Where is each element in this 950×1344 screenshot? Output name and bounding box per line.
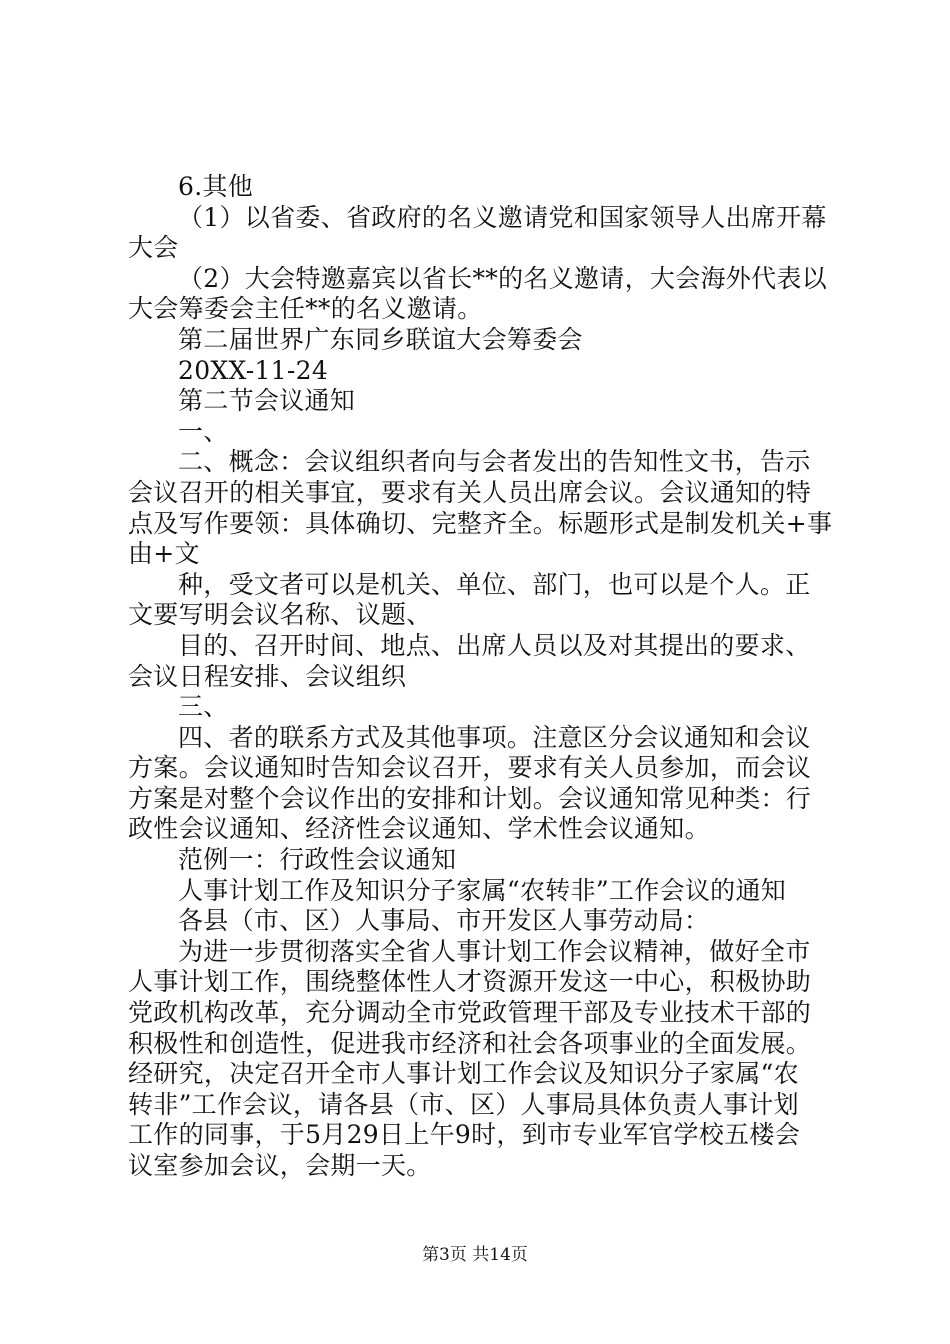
paragraph-line: 工作的同事，于5月29日上午9时，到市专业军官学校五楼会 xyxy=(128,1120,801,1150)
signature-organization: 第二届世界广东同乡联谊大会筹委会 xyxy=(178,324,583,354)
paragraph-line: 四、者的联系方式及其他事项。注意区分会议通知和会议 xyxy=(178,722,811,752)
signature-date: 20XX-11-24 xyxy=(178,355,329,385)
notice-title: 人事计划工作及知识分子家属“农转非”工作会议的通知 xyxy=(178,875,787,905)
paragraph-line: 政性会议通知、经济性会议通知、学术性会议通知。 xyxy=(128,814,710,844)
paragraph-line: 转非”工作会议，请各县（市、区）人事局具体负责人事计划 xyxy=(128,1089,799,1119)
document-body xyxy=(128,172,833,1182)
paragraph-line: 积极性和创造性，促进我市经济和社会各项事业的全面发展。 xyxy=(128,1028,812,1058)
page-number-footer: 第3页 共14页 xyxy=(422,1245,528,1265)
list-marker: 一、 xyxy=(178,416,229,446)
paragraph-line: 种，受文者可以是机关、单位、部门，也可以是个人。正 xyxy=(178,569,811,599)
paragraph-line: 会议日程安排、会议组织 xyxy=(128,661,407,691)
notice-recipients: 各县（市、区）人事局、市开发区人事劳动局： xyxy=(178,906,710,936)
paragraph-line: 目的、召开时间、地点、出席人员以及对其提出的要求、 xyxy=(178,630,811,660)
paragraph-line: 方案是对整个会议作出的安排和计划。会议通知常见种类：行 xyxy=(128,783,812,813)
paragraph-line: 点及写作要领：具体确切、完整齐全。标题形式是制发机关+事 xyxy=(128,508,833,538)
paragraph-line: 由+文 xyxy=(128,539,200,569)
paragraph-line: 为进一步贯彻落实全省人事计划工作会议精神，做好全市 xyxy=(178,936,811,966)
paragraph-line: 大会 xyxy=(128,233,179,263)
paragraph-line: 经研究，决定召开全市人事计划工作会议及知识分子家属“农 xyxy=(128,1059,799,1089)
paragraph-line: （2）大会特邀嘉宾以省长**的名义邀请，大会海外代表以 xyxy=(178,263,828,293)
paragraph-line: （1）以省委、省政府的名义邀请党和国家领导人出席开幕 xyxy=(178,202,827,232)
paragraph-line: 二、概念：会议组织者向与会者发出的告知性文书，告示 xyxy=(178,447,811,477)
section-heading-other: 6.其他 xyxy=(178,172,254,201)
section-title: 第二节会议通知 xyxy=(178,386,356,416)
paragraph-line: 议室参加会议，会期一天。 xyxy=(128,1151,432,1180)
list-marker: 三、 xyxy=(178,692,229,722)
paragraph-line: 人事计划工作，围绕整体性人才资源开发这一中心，积极协助 xyxy=(128,967,812,997)
paragraph-line: 党政机构改革，充分调动全市党政管理干部及专业技术干部的 xyxy=(128,998,812,1028)
paragraph-line: 会议召开的相关事宜，要求有关人员出席会议。会议通知的特 xyxy=(128,477,812,507)
paragraph-line: 方案。会议通知时告知会议召开，要求有关人员参加，而会议 xyxy=(128,753,812,783)
paragraph-line: 大会筹委会主任**的名义邀请。 xyxy=(128,294,483,324)
example-heading: 范例一：行政性会议通知 xyxy=(178,845,457,875)
paragraph-line: 文要写明会议名称、议题、 xyxy=(128,600,432,630)
